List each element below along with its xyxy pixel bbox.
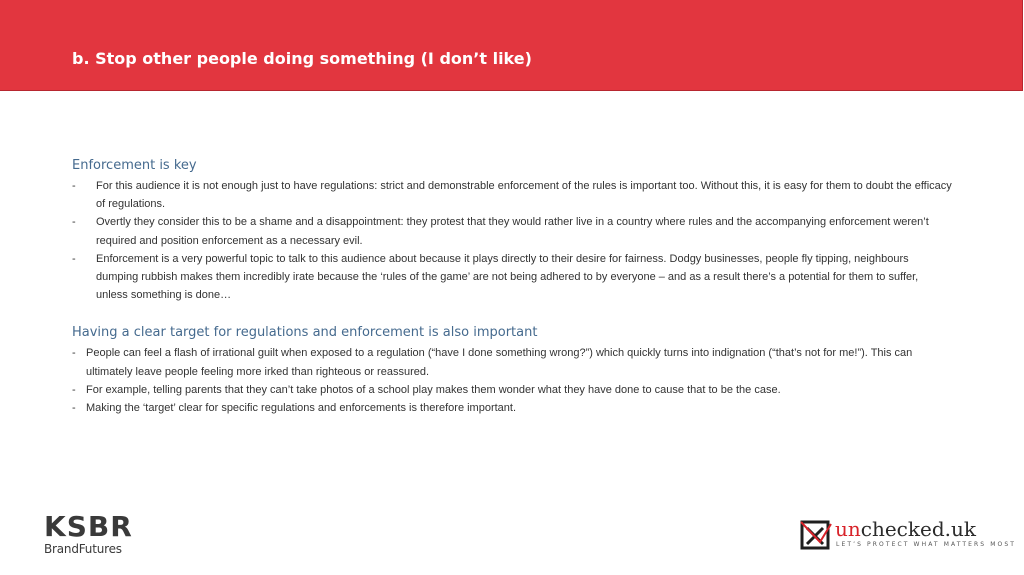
bullet-item <box>72 250 952 305</box>
ksbr-brandfutures-logo <box>44 512 133 556</box>
bullet-item <box>72 344 952 380</box>
bullet-marker: - <box>72 383 76 396</box>
section-heading-enforcement: Enforcement is key <box>72 158 197 173</box>
slide-title: b. Stop other people doing something (I don’t like) <box>72 49 532 68</box>
ksbr-logo-text: KSBR <box>44 510 133 543</box>
header-banner <box>0 0 1023 91</box>
enforcement-bullet-list <box>72 177 952 304</box>
bullet-item <box>72 399 952 417</box>
bullet-marker: - <box>72 402 76 415</box>
wordmark-prefix: un <box>835 517 861 541</box>
unchecked-wordmark <box>835 517 976 541</box>
section-heading-clear-target: Having a clear target for regulations and enforcement is also important <box>72 325 538 341</box>
bullet-marker: - <box>72 252 76 265</box>
bullet-text: People can feel a flash of irrational guilt when exposed to a regulation (“have I done something wrong?”) which quickly turns into indignation (“that’s not for me!”). This can ultimately leave people feeling more irked than righteous or reassured. <box>86 347 913 378</box>
bullet-marker: - <box>72 180 76 192</box>
slide-content <box>72 157 952 417</box>
bullet-text: Making the ‘target’ clear for specific regulations and enforcements is therefore important. <box>86 402 517 415</box>
clear-target-bullet-list <box>72 344 952 417</box>
bullet-item <box>72 177 952 213</box>
bullet-text: For example, telling parents that they can’t take photos of a school play makes them wonder what they have done to cause that to be the case. <box>86 383 781 396</box>
bullet-marker: - <box>72 216 76 229</box>
bullet-marker: - <box>72 347 76 360</box>
bullet-text: Enforcement is a very powerful topic to talk to this audience about because it plays directly to their desire for fairness. Dodgy businesses, people fly tipping, neighbours dumping rubbish makes them incredibly irate because the ‘rules of the game’ are not being adhered to by everyone – and as a result there’s a potential for them to suffer, unless something is done… <box>96 252 919 302</box>
bullet-item <box>72 381 952 399</box>
bullet-text: For this audience it is not enough just to have regulations: strict and demonstrable enforcement of the rules is important too. Without this, it is easy for them to doubt the efficacy of regulations. <box>96 180 952 211</box>
unchecked-tagline: LET’S PROTECT WHAT MATTERS MOST <box>836 541 1016 548</box>
brandfutures-logo-text: BrandFutures <box>44 542 122 556</box>
bullet-text: Overtly they consider this to be a shame and a disappointment: they protest that they would rather live in a country where rules and the accompanying enforcement weren’t required and position enforcement as a necessary evil. <box>96 216 929 247</box>
bullet-item <box>72 213 952 249</box>
crossed-box-icon <box>800 518 832 552</box>
wordmark-suffix: checked.uk <box>860 517 976 541</box>
